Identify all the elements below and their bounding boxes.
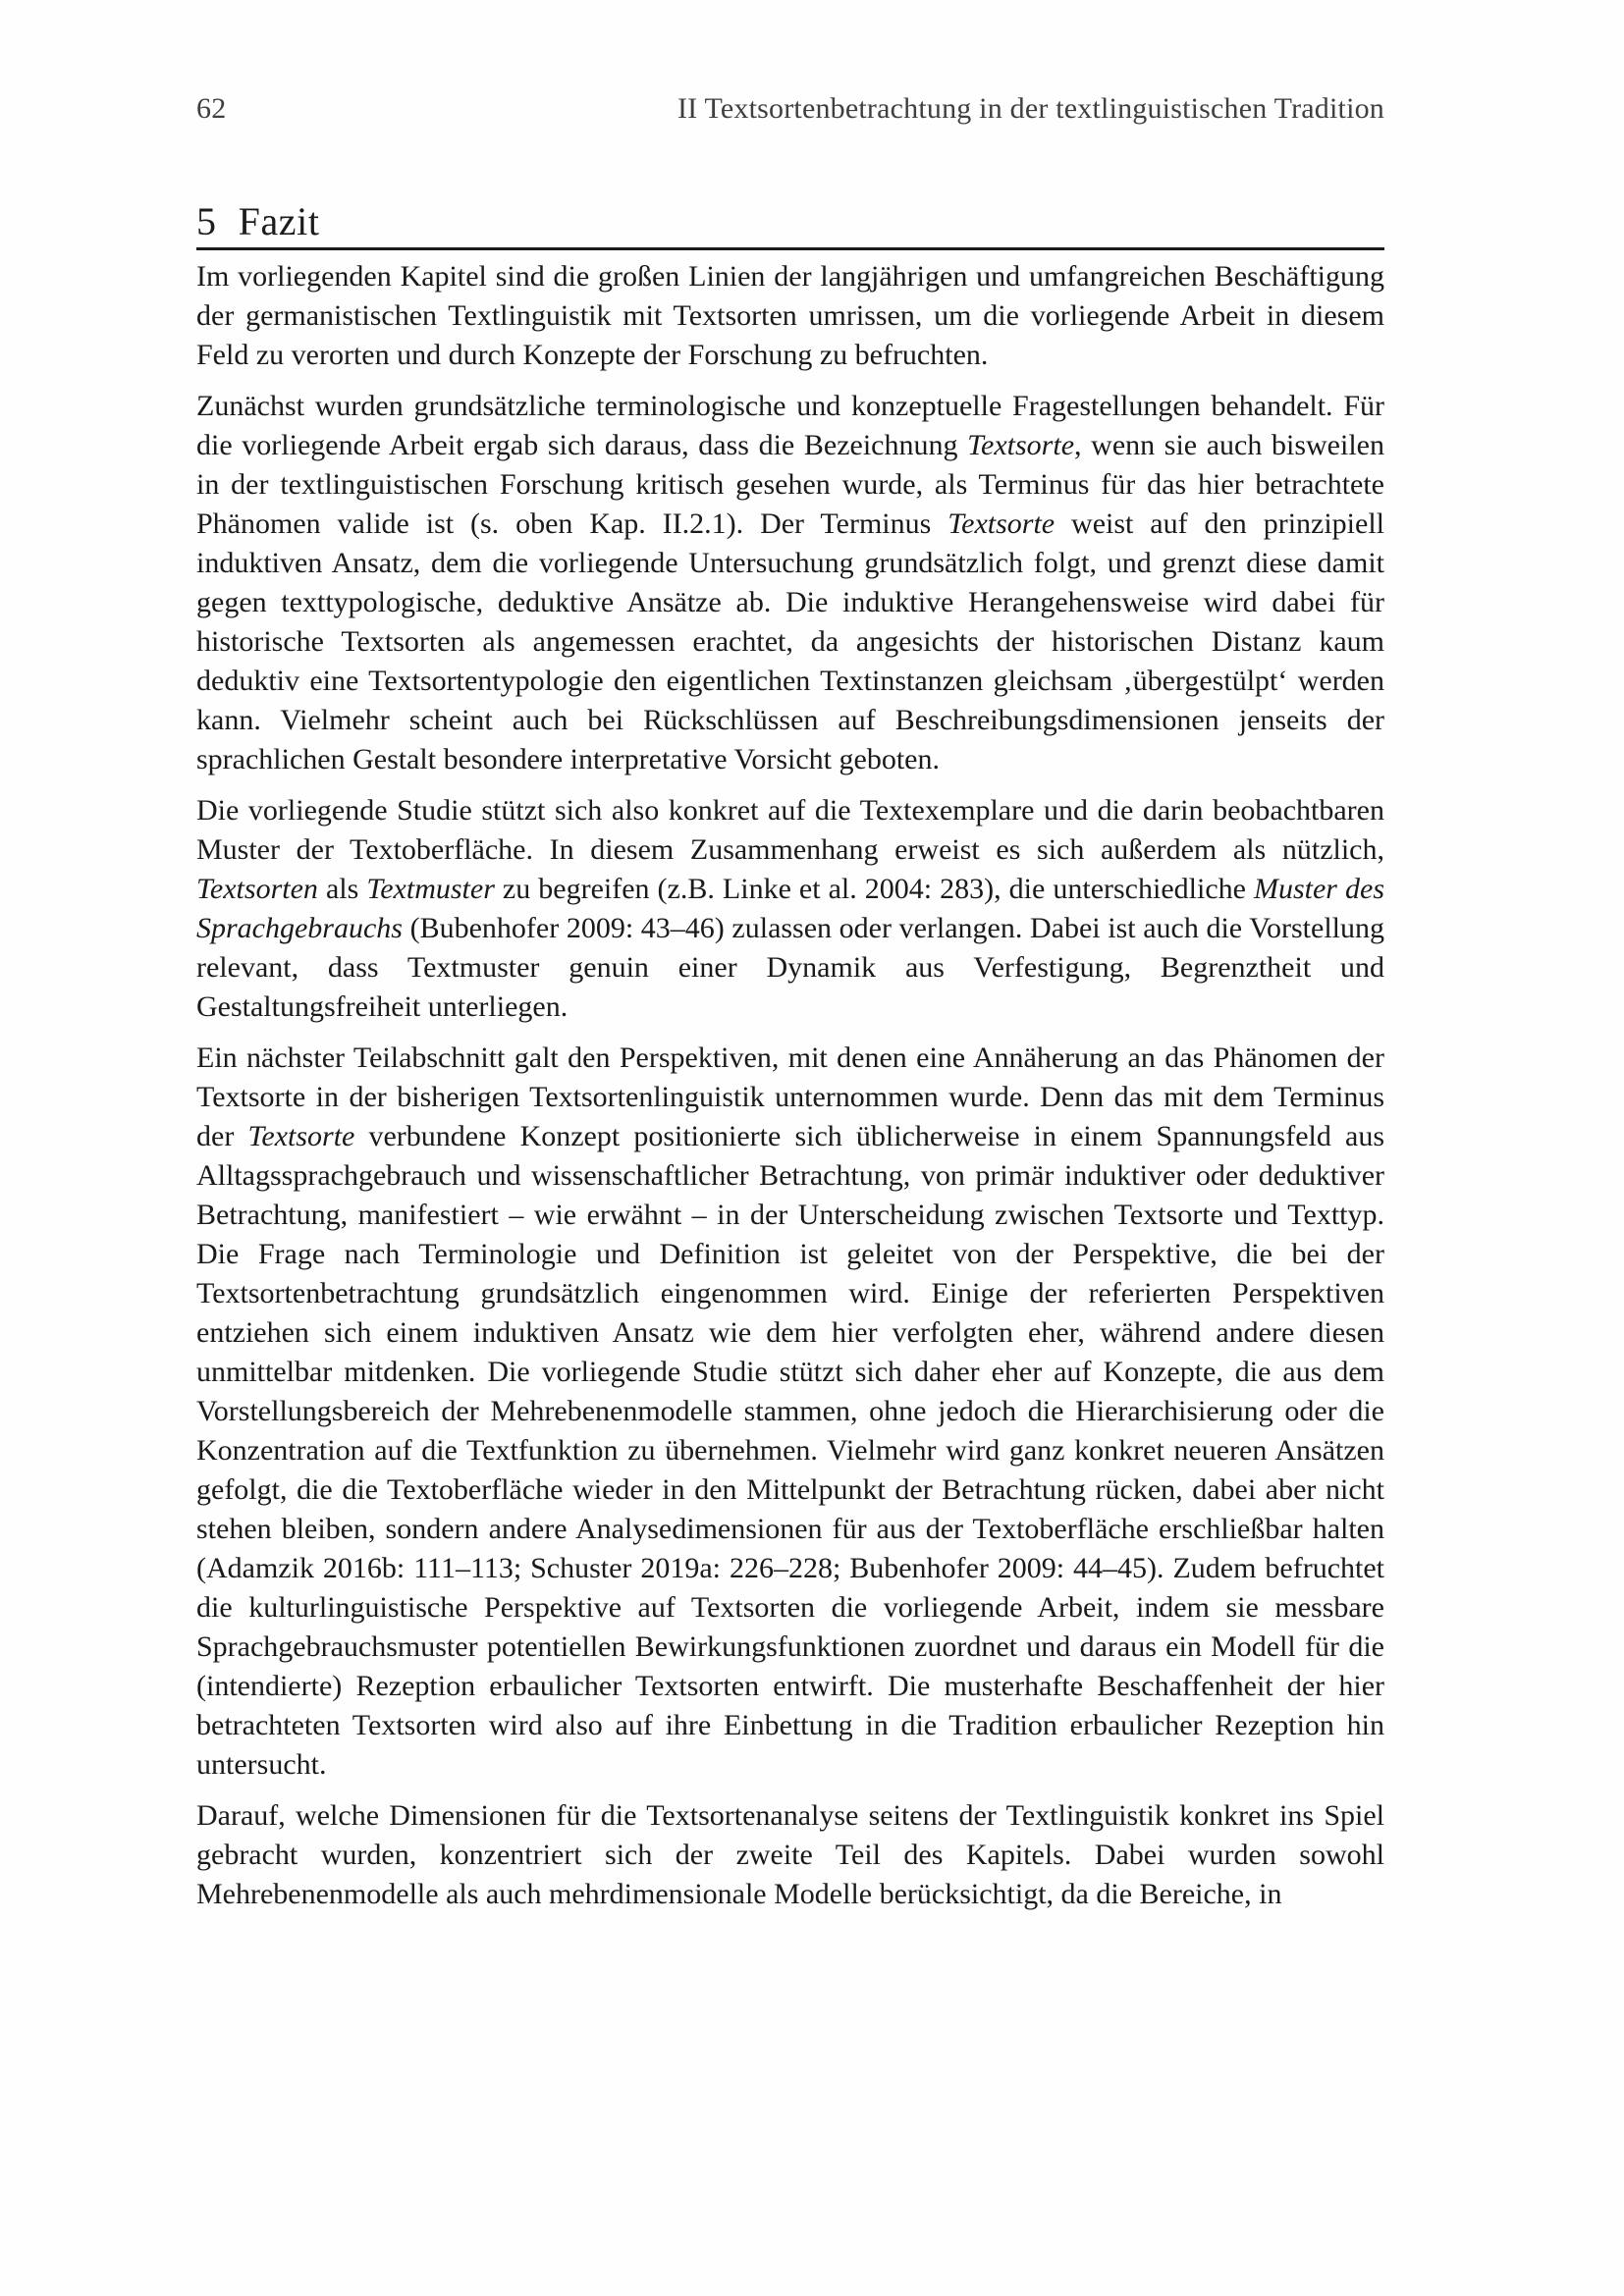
italic-term: Textmuster bbox=[366, 873, 495, 905]
text-run: Darauf, welche Dimensionen für die Textsortenanalyse seitens der Textlinguistik konkret ins Spiel gebracht wurden, konzentriert sich der zweite Teil des Kapitels. Dabei wurden sowohl Mehrebenenmodelle als auch mehrdimensionale Modelle berücksichtigt, da die Bereiche, in bbox=[196, 1799, 1384, 1910]
text-run: Im vorliegenden Kapitel sind die großen Linien der langjährigen und umfangreichen Beschäftigung der germanistischen Textlinguistik mit Textsorten umrissen, um die vorliegende Arbeit in diesem Feld zu verorten und durch Konzepte der Forschung zu befruchten. bbox=[196, 260, 1384, 371]
running-header-title: II Textsortenbetrachtung in der textlinguistischen Tradition bbox=[677, 92, 1384, 125]
italic-term: Textsorten bbox=[196, 873, 318, 905]
body-text bbox=[196, 257, 1384, 1926]
page-header bbox=[196, 92, 1384, 126]
paragraph bbox=[196, 387, 1384, 779]
italic-term: Textsorte bbox=[247, 1120, 355, 1152]
section-title: Fazit bbox=[238, 199, 320, 243]
text-run: weist auf den prinzipiell induktiven Ansatz, dem die vorliegende Untersuchung grundsätzlich folgt, und grenzt diese damit gegen texttypologische, deduktive Ansätze ab. Die induktive Herangehensweise wird dabei für historische Textsorten als angemessen erachtet, da angesichts der historischen Distanz kaum deduktiv eine Textsortentypologie den eigentlichen Textinstanzen gleichsam ‚übergestülpt‘ werden kann. Vielmehr scheint auch bei Rückschlüssen auf Beschreibungsdimensionen jenseits der sprachlichen Gestalt besondere interpretative Vorsicht geboten. bbox=[196, 507, 1384, 775]
section-number: 5 bbox=[196, 199, 217, 243]
paragraph bbox=[196, 257, 1384, 375]
text-run: Die vorliegende Studie stützt sich also konkret auf die Textexemplare und die darin beobachtbaren Muster der Textoberfläche. In diesem Zusammenhang erweist es sich außerdem als nützlich, bbox=[196, 794, 1384, 866]
text-run: Zunächst wurden grundsätzliche terminologische und konzeptuelle Fragestellungen behandelt. Für die vorliegende Arbeit ergab sich daraus, dass die Bezeichnung bbox=[196, 390, 1384, 461]
text-run: Ein nächster Teilabschnitt galt den Perspektiven, mit denen eine Annäherung an das Phänomen der Textsorte in der bisherigen Textsortenlinguistik unternommen wurde. Denn das mit dem Terminus der bbox=[196, 1041, 1384, 1152]
text-run: , wenn sie auch bisweilen in der textlinguistischen Forschung kritisch gesehen wurde, als Terminus für das hier betrachtete Phänomen valide ist (s. oben Kap. II.2.1). Der Terminus bbox=[196, 429, 1384, 540]
italic-term: Textsorte bbox=[947, 507, 1056, 540]
paragraph bbox=[196, 791, 1384, 1027]
heading-rule bbox=[196, 247, 1384, 250]
italic-term: Textsorte bbox=[967, 429, 1075, 461]
text-run: zu begreifen (z.B. Linke et al. 2004: 283), die unterschiedliche bbox=[494, 873, 1254, 905]
paragraph bbox=[196, 1039, 1384, 1785]
section-heading bbox=[196, 198, 1384, 244]
text-run: verbundene Konzept positionierte sich üblicherweise in einem Spannungsfeld aus Alltagssprachgebrauch und wissenschaftlicher Betrachtung, von primär induktiver oder deduktiver Betrachtung, manifestiert – wie erwähnt – in der Unterscheidung zwischen Textsorte und Texttyp. Die Frage nach Terminologie und Definition ist geleitet von der Perspektive, die bei der Textsortenbetrachtung grundsätzlich eingenommen wird. Einige der referierten Perspektiven entziehen sich einem induktiven Ansatz wie dem hier verfolgten eher, während andere diesen unmittelbar mitdenken. Die vorliegende Studie stützt sich daher eher auf Konzepte, die aus dem Vorstellungsbereich der Mehrebenenmodelle stammen, ohne jedoch die Hierarchisierung oder die Konzentration auf die Textfunktion zu übernehmen. Vielmehr wird ganz konkret neueren Ansätzen gefolgt, die die Textoberfläche wieder in den Mittelpunkt der Betrachtung rücken, dabei aber nicht stehen bleiben, sondern andere Analysedimensionen für aus der Textoberfläche erschließbar halten (Adamzik 2016b: 111–113; Schuster 2019a: 226–228; Bubenhofer 2009: 44–45). Zudem befruchtet die kulturlinguistische Perspektive auf Textsorten die vorliegende Arbeit, indem sie messbare Sprachgebrauchsmuster potentiellen Bewirkungsfunktionen zuordnet und daraus ein Modell für die (intendierte) Rezeption erbaulicher Textsorten entwirft. Die musterhafte Beschaffenheit der hier betrachteten Textsorten wird also auf ihre Einbettung in die Tradition erbaulicher Rezeption hin untersucht. bbox=[196, 1120, 1384, 1781]
text-run: (Bubenhofer 2009: 43–46) zulassen oder verlangen. Dabei ist auch die Vorstellung relevant, dass Textmuster genuin einer Dynamik aus Verfestigung, Begrenztheit und Gestaltungsfreiheit unterliegen. bbox=[196, 912, 1384, 1023]
text-run: als bbox=[317, 873, 367, 905]
page-number: 62 bbox=[196, 92, 227, 125]
italic-term: Muster des Sprachgebrauchs bbox=[196, 873, 1384, 944]
paragraph bbox=[196, 1796, 1384, 1914]
